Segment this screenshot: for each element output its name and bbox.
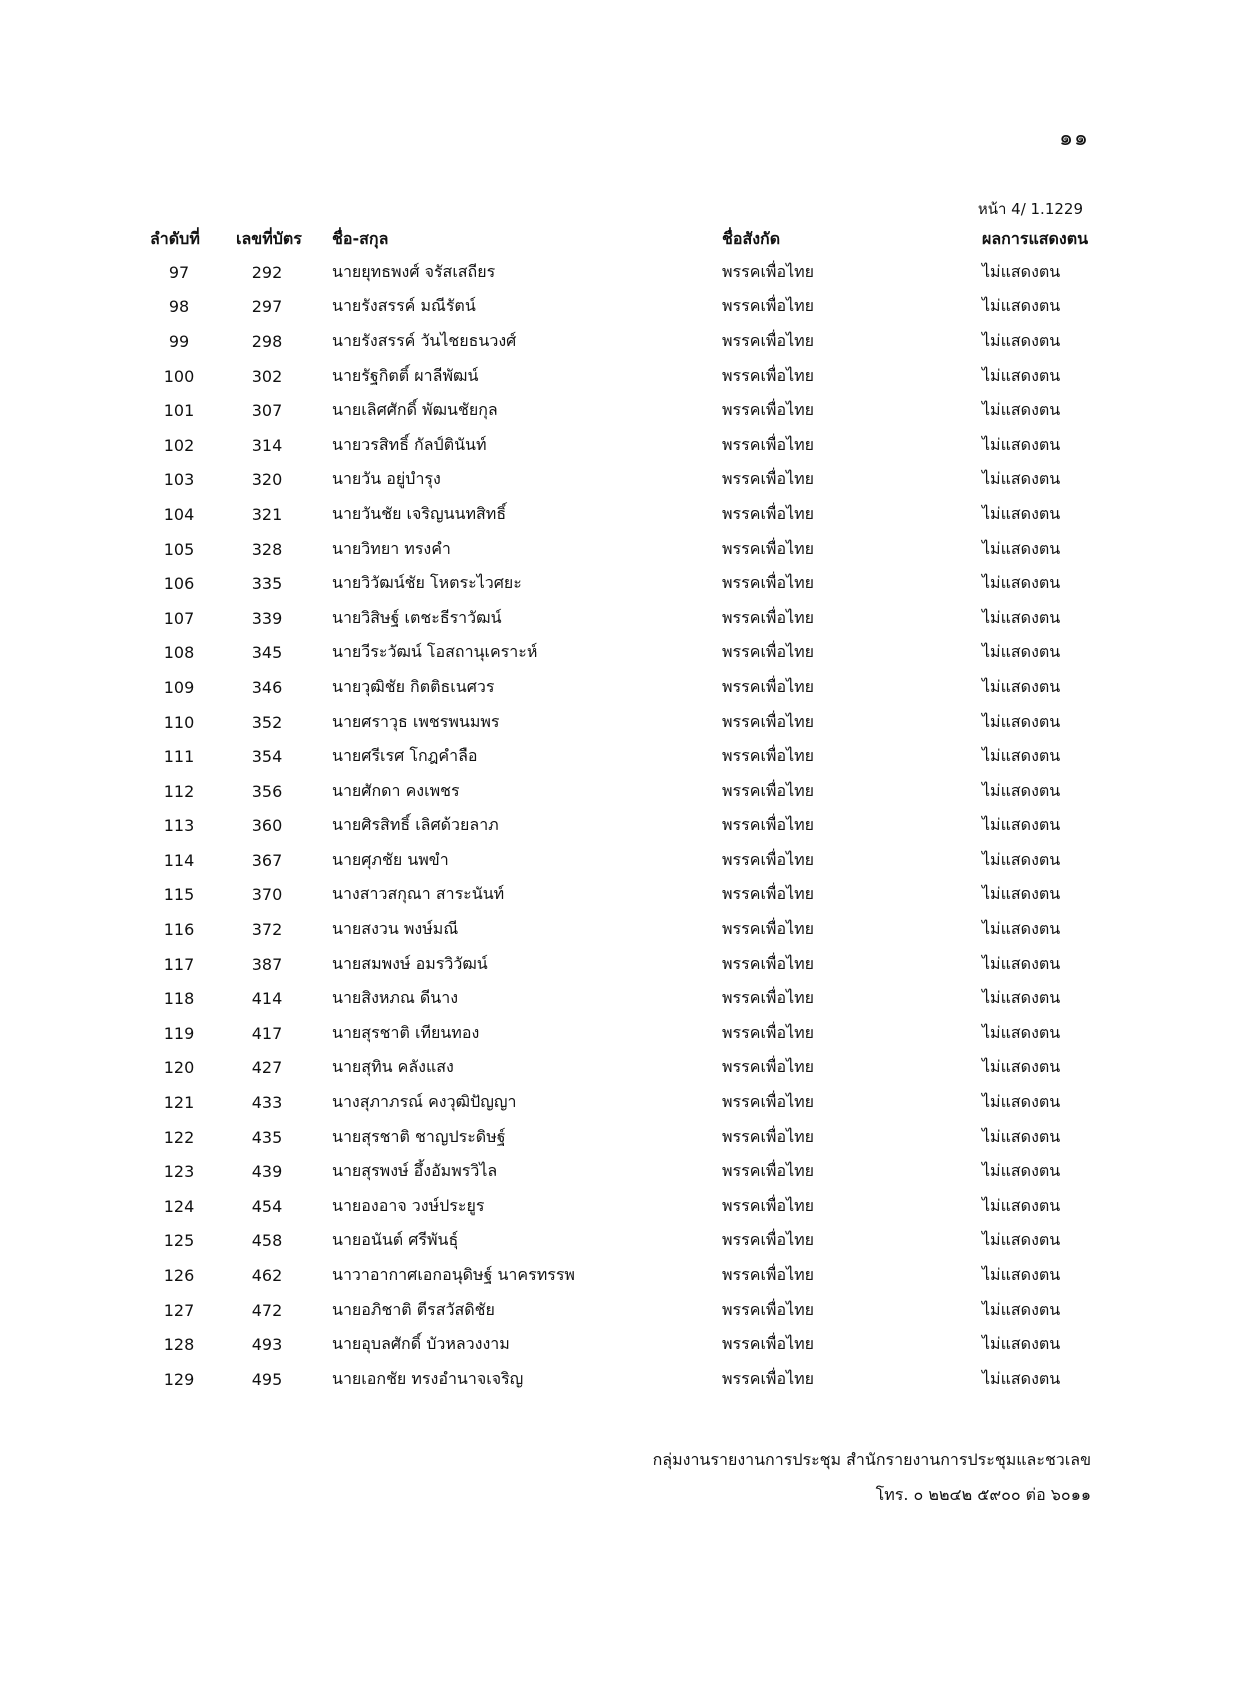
row-card-number: 435 (251, 1127, 283, 1147)
row-name: นายสุทิน คลังแสง (332, 1057, 454, 1077)
table-row (150, 1293, 1108, 1328)
header-order: ลำดับที่ (150, 229, 200, 248)
row-card-number: 458 (251, 1231, 283, 1251)
row-party: พรรคเพื่อไทย (722, 988, 815, 1008)
row-name: นายวัน อยู่บำรุง (332, 469, 441, 489)
table-row (150, 428, 1108, 463)
row-order: 97 (168, 262, 190, 282)
row-card-number: 302 (251, 366, 283, 386)
row-order: 122 (163, 1127, 195, 1147)
table-row (150, 809, 1108, 844)
table-row (150, 393, 1108, 428)
table-row (150, 981, 1108, 1016)
row-order: 121 (163, 1093, 195, 1113)
row-result: ไม่แสดงตน (982, 1195, 1061, 1215)
row-result: ไม่แสดงตน (982, 1057, 1061, 1077)
table-row (150, 324, 1108, 359)
table-row (150, 255, 1108, 290)
row-name: นายวีระวัฒน์ โอสถานุเคราะห์ (332, 642, 538, 662)
row-result: ไม่แสดงตน (982, 1368, 1061, 1388)
row-card-number: 356 (251, 781, 283, 801)
row-card-number: 414 (251, 989, 283, 1009)
row-name: นายรัฐกิตติ์ ผาลีพัฒน์ (332, 365, 479, 385)
row-party: พรรคเพื่อไทย (722, 296, 815, 316)
row-name: นายวิสิษฐ์ เตชะธีราวัฒน์ (332, 607, 502, 627)
row-card-number: 472 (251, 1300, 283, 1320)
table-body (150, 255, 1108, 1397)
header-result: ผลการแสดงตน (982, 229, 1089, 248)
row-card-number: 462 (251, 1266, 283, 1286)
row-card-number: 387 (251, 954, 283, 974)
row-party: พรรคเพื่อไทย (722, 849, 815, 869)
row-party: พรรคเพื่อไทย (722, 919, 815, 939)
row-name: นายศักดา คงเพชร (332, 780, 460, 800)
row-order: 127 (163, 1300, 195, 1320)
row-name: นายสงวน พงษ์มณี (332, 919, 459, 939)
row-result: ไม่แสดงตน (982, 1092, 1061, 1112)
row-card-number: 427 (251, 1058, 283, 1078)
row-order: 105 (163, 539, 195, 559)
row-result: ไม่แสดงตน (982, 330, 1061, 350)
table-row (150, 1085, 1108, 1120)
row-name: นายอนันต์ ศรีพันธุ์ (332, 1230, 459, 1250)
table-row (150, 843, 1108, 878)
table-row (150, 636, 1108, 671)
row-party: พรรคเพื่อไทย (722, 365, 815, 385)
row-order: 106 (163, 574, 195, 594)
row-order: 102 (163, 435, 195, 455)
row-card-number: 345 (251, 643, 283, 663)
row-result: ไม่แสดงตน (982, 953, 1061, 973)
row-result: ไม่แสดงตน (982, 469, 1061, 489)
row-order: 129 (163, 1369, 195, 1389)
row-result: ไม่แสดงตน (982, 988, 1061, 1008)
row-card-number: 372 (251, 920, 283, 940)
row-name: นางสาวสกุณา สาระนันท์ (332, 884, 505, 904)
row-party: พรรคเพื่อไทย (722, 469, 815, 489)
row-card-number: 360 (251, 816, 283, 836)
row-result: ไม่แสดงตน (982, 1265, 1061, 1285)
row-party: พรรคเพื่อไทย (722, 815, 815, 835)
row-order: 126 (163, 1266, 195, 1286)
row-party: พรรคเพื่อไทย (722, 400, 815, 420)
row-party: พรรคเพื่อไทย (722, 607, 815, 627)
row-result: ไม่แสดงตน (982, 780, 1061, 800)
row-name: นายอภิชาติ ตีรสวัสดิชัย (332, 1299, 495, 1319)
page-number: ๑๑ (1059, 126, 1089, 151)
row-party: พรรคเพื่อไทย (722, 642, 815, 662)
row-order: 125 (163, 1231, 195, 1251)
row-name: นายวันชัย เจริญนนทสิทธิ์ (332, 503, 507, 523)
row-party: พรรคเพื่อไทย (722, 676, 815, 696)
row-party: พรรคเพื่อไทย (722, 1265, 815, 1285)
row-party: พรรคเพื่อไทย (722, 573, 815, 593)
row-card-number: 292 (251, 262, 283, 282)
row-name: นายสุรชาติ ชาญประดิษฐ์ (332, 1126, 506, 1146)
row-name: นายวิวัฒน์ชัย โหตระไวศยะ (332, 573, 522, 593)
footer-department: กลุ่มงานรายงานการประชุม สำนักรายงานการประชุมและชวเลข (652, 1450, 1091, 1469)
row-card-number: 354 (251, 747, 283, 767)
table-row (150, 566, 1108, 601)
row-order: 99 (168, 331, 190, 351)
row-card-number: 328 (251, 539, 283, 559)
row-party: พรรคเพื่อไทย (722, 261, 815, 281)
footer-phone: โทร. ๐ ๒๒๔๒ ๕๙๐๐ ต่อ ๖๐๑๑ (875, 1485, 1091, 1504)
row-result: ไม่แสดงตน (982, 1334, 1061, 1354)
document-reference: หน้า 4/ 1.1229 (977, 200, 1083, 218)
row-name: นายสุรพงษ์ อึ้งอัมพรวิไล (332, 1161, 498, 1181)
row-result: ไม่แสดงตน (982, 711, 1061, 731)
row-party: พรรคเพื่อไทย (722, 884, 815, 904)
row-order: 128 (163, 1335, 195, 1355)
row-name: นายศรีเรศ โกฎคำลือ (332, 746, 478, 766)
row-name: นายสมพงษ์ อมรวิวัฒน์ (332, 953, 488, 973)
row-party: พรรคเพื่อไทย (722, 1126, 815, 1146)
row-card-number: 320 (251, 470, 283, 490)
row-order: 117 (163, 954, 195, 974)
row-order: 116 (163, 920, 195, 940)
row-order: 101 (163, 401, 195, 421)
row-card-number: 417 (251, 1023, 283, 1043)
row-party: พรรคเพื่อไทย (722, 1299, 815, 1319)
row-result: ไม่แสดงตน (982, 884, 1061, 904)
row-party: พรรคเพื่อไทย (722, 746, 815, 766)
table-row (150, 290, 1108, 325)
row-result: ไม่แสดงตน (982, 849, 1061, 869)
row-party: พรรคเพื่อไทย (722, 953, 815, 973)
row-name: นายยุทธพงศ์ จรัสเสถียร (332, 261, 496, 281)
table-row (150, 947, 1108, 982)
row-result: ไม่แสดงตน (982, 1022, 1061, 1042)
row-name: นายรังสรรค์ มณีรัตน์ (332, 296, 476, 316)
table-row (150, 1327, 1108, 1362)
row-result: ไม่แสดงตน (982, 1126, 1061, 1146)
row-order: 104 (163, 504, 195, 524)
row-name: นายศิรสิทธิ์ เลิศด้วยลาภ (332, 815, 499, 835)
row-name: นายวิทยา ทรงคำ (332, 538, 451, 558)
row-card-number: 298 (251, 331, 283, 351)
row-party: พรรคเพื่อไทย (722, 1230, 815, 1250)
table-row (150, 739, 1108, 774)
row-name: นางสุภาภรณ์ คงวุฒิปัญญา (332, 1092, 517, 1112)
row-party: พรรคเพื่อไทย (722, 711, 815, 731)
row-result: ไม่แสดงตน (982, 919, 1061, 939)
row-party: พรรคเพื่อไทย (722, 1334, 815, 1354)
row-result: ไม่แสดงตน (982, 746, 1061, 766)
row-party: พรรคเพื่อไทย (722, 1161, 815, 1181)
table-header (150, 224, 1108, 255)
header-name: ชื่อ-สกุล (332, 229, 389, 248)
table-row (150, 463, 1108, 498)
row-name: นายสุรชาติ เทียนทอง (332, 1022, 480, 1042)
row-party: พรรคเพื่อไทย (722, 434, 815, 454)
row-result: ไม่แสดงตน (982, 538, 1061, 558)
row-result: ไม่แสดงตน (982, 365, 1061, 385)
row-order: 118 (163, 989, 195, 1009)
row-result: ไม่แสดงตน (982, 261, 1061, 281)
row-card-number: 321 (251, 504, 283, 524)
row-party: พรรคเพื่อไทย (722, 780, 815, 800)
header-party: ชื่อสังกัด (722, 229, 781, 248)
row-name: นายอุบลศักดิ์ บัวหลวงงาม (332, 1334, 510, 1354)
row-name: นายวรสิทธิ์ กัลป์ตินันท์ (332, 434, 487, 454)
table-row (150, 774, 1108, 809)
row-party: พรรคเพื่อไทย (722, 1022, 815, 1042)
table-row (150, 912, 1108, 947)
row-order: 119 (163, 1023, 195, 1043)
row-result: ไม่แสดงตน (982, 607, 1061, 627)
row-party: พรรคเพื่อไทย (722, 330, 815, 350)
row-card-number: 352 (251, 712, 283, 732)
row-name: นายศราวุธ เพชรพนมพร (332, 711, 500, 731)
row-order: 124 (163, 1196, 195, 1216)
row-result: ไม่แสดงตน (982, 676, 1061, 696)
row-result: ไม่แสดงตน (982, 1161, 1061, 1181)
header-row (150, 224, 1108, 255)
row-party: พรรคเพื่อไทย (722, 1368, 815, 1388)
row-result: ไม่แสดงตน (982, 573, 1061, 593)
row-order: 112 (163, 781, 195, 801)
table-row (150, 705, 1108, 740)
row-order: 108 (163, 643, 195, 663)
table-row (150, 1189, 1108, 1224)
row-result: ไม่แสดงตน (982, 642, 1061, 662)
row-card-number: 454 (251, 1196, 283, 1216)
row-card-number: 339 (251, 608, 283, 628)
table-row (150, 670, 1108, 705)
row-result: ไม่แสดงตน (982, 1230, 1061, 1250)
table-row (150, 1154, 1108, 1189)
row-card-number: 495 (251, 1369, 283, 1389)
row-result: ไม่แสดงตน (982, 400, 1061, 420)
row-result: ไม่แสดงตน (982, 815, 1061, 835)
row-party: พรรคเพื่อไทย (722, 503, 815, 523)
row-card-number: 335 (251, 574, 283, 594)
row-order: 100 (163, 366, 195, 386)
row-card-number: 367 (251, 850, 283, 870)
row-order: 110 (163, 712, 195, 732)
row-order: 107 (163, 608, 195, 628)
row-name: นาวาอากาศเอกอนุดิษฐ์ นาครทรรพ (332, 1265, 575, 1285)
row-order: 114 (163, 850, 195, 870)
row-order: 115 (163, 885, 195, 905)
row-result: ไม่แสดงตน (982, 503, 1061, 523)
row-name: นายวุฒิชัย กิตติธเนศวร (332, 676, 495, 696)
row-party: พรรคเพื่อไทย (722, 1195, 815, 1215)
row-name: นายองอาจ วงษ์ประยูร (332, 1195, 485, 1215)
row-party: พรรคเพื่อไทย (722, 1057, 815, 1077)
table-row (150, 1120, 1108, 1155)
row-card-number: 370 (251, 885, 283, 905)
row-name: นายสิงหภณ ดีนาง (332, 988, 459, 1008)
row-card-number: 433 (251, 1093, 283, 1113)
row-order: 111 (163, 747, 195, 767)
header-card-number: เลขที่บัตร (236, 229, 302, 248)
row-result: ไม่แสดงตน (982, 1299, 1061, 1319)
row-name: นายเลิศศักดิ์ พัฒนชัยกุล (332, 400, 498, 420)
table-row (150, 1051, 1108, 1086)
table-row (150, 532, 1108, 567)
attendance-table (150, 224, 1108, 1397)
table-row (150, 1016, 1108, 1051)
row-order: 120 (163, 1058, 195, 1078)
row-order: 98 (168, 297, 190, 317)
row-card-number: 493 (251, 1335, 283, 1355)
row-card-number: 307 (251, 401, 283, 421)
row-card-number: 439 (251, 1162, 283, 1182)
table-row (150, 1258, 1108, 1293)
row-order: 109 (163, 677, 195, 697)
row-name: นายศุภชัย นพขำ (332, 849, 449, 869)
row-party: พรรคเพื่อไทย (722, 538, 815, 558)
table-row (150, 1224, 1108, 1259)
row-order: 113 (163, 816, 195, 836)
table-row (150, 359, 1108, 394)
row-order: 103 (163, 470, 195, 490)
row-party: พรรคเพื่อไทย (722, 1092, 815, 1112)
row-result: ไม่แสดงตน (982, 434, 1061, 454)
row-name: นายเอกชัย ทรงอำนาจเจริญ (332, 1368, 524, 1388)
footer (653, 1442, 1091, 1512)
row-card-number: 297 (251, 297, 283, 317)
row-result: ไม่แสดงตน (982, 296, 1061, 316)
row-card-number: 314 (251, 435, 283, 455)
table-row (150, 1362, 1108, 1397)
table-row (150, 601, 1108, 636)
table-row (150, 878, 1108, 913)
row-card-number: 346 (251, 677, 283, 697)
table-row (150, 497, 1108, 532)
row-order: 123 (163, 1162, 195, 1182)
row-name: นายรังสรรค์ วันไชยธนวงศ์ (332, 330, 517, 350)
